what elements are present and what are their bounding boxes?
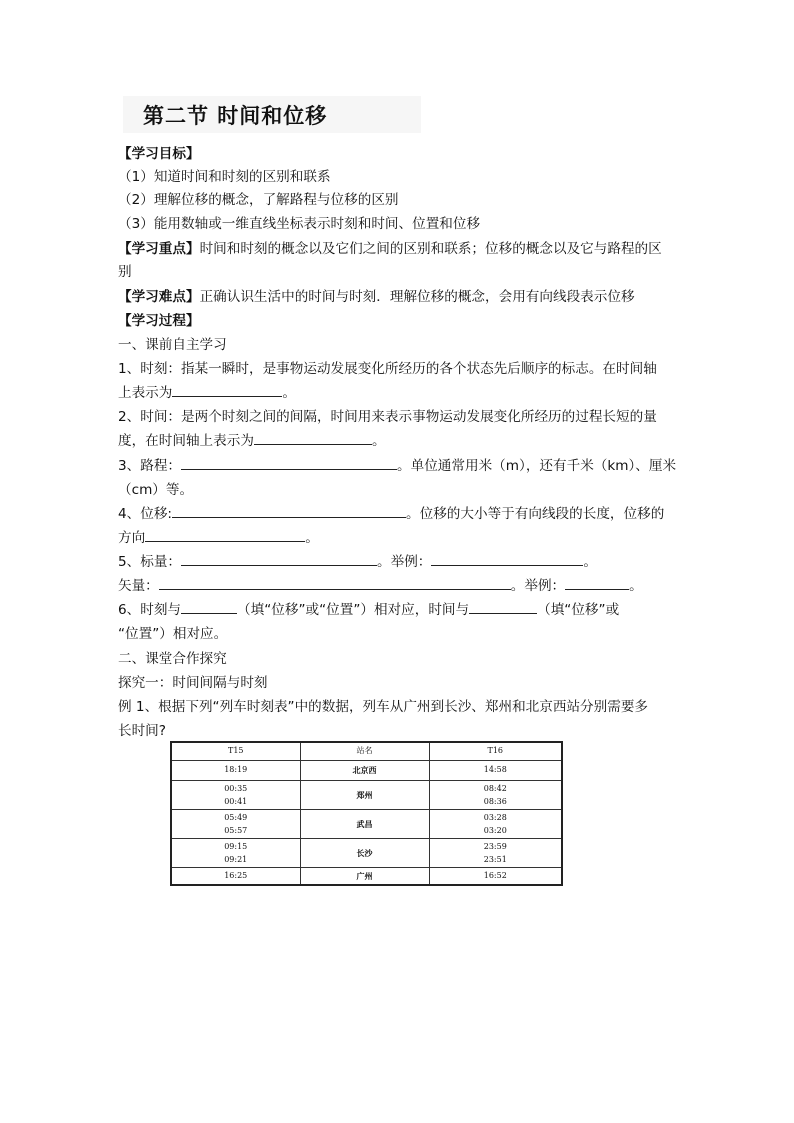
period: 。 [583,554,597,570]
answer-blank-6[interactable] [181,553,377,566]
difficulties-heading: 【学习难点】 [118,289,200,305]
question-1-label: 上表示为 [118,385,173,401]
t16-times [429,809,562,838]
t15-arrive: 05:49 [224,812,248,822]
answer-blank-3[interactable] [181,457,397,470]
t15-times [171,809,300,838]
t15-times [171,780,300,809]
question-6-line-2: “位置”）相对应。 [118,626,228,642]
t15-times [171,838,300,867]
answer-blank-11[interactable] [469,601,537,614]
question-4-label: 4、位移: [118,506,173,522]
t16-times [429,780,562,809]
timetable-header-row [171,742,562,760]
header-t15: T15 [171,742,300,760]
question-3-label: 3、路程： [118,458,182,474]
t15-time: 18:19 [171,760,300,780]
t16-time: 14:58 [429,760,562,780]
t16-arrive: 03:28 [483,812,507,822]
key-points-text-cont: 别 [118,264,132,280]
t16-depart: 03:20 [483,825,507,835]
process-heading: 【学习过程】 [118,313,200,329]
question-5-line-1 [118,553,597,571]
question-6-line-1 [118,601,619,619]
explore-1-title: 探究一：时间间隔与时刻 [118,675,268,691]
train-timetable [170,741,563,886]
t16-arrive: 23:59 [483,841,507,851]
vector-label: 矢量： [118,578,159,594]
header-station: 站名 [300,742,429,760]
question-3-line-2: （cm）等。 [118,482,194,498]
table-row [171,838,562,867]
t15-time: 16:25 [171,867,300,885]
question-3-text: 。单位通常用米（m），还有千米（km）、厘米 [397,458,677,474]
key-points-heading: 【学习重点】 [118,241,200,257]
table-row [171,809,562,838]
station-name: 北京西 [300,760,429,780]
objective-item-3: （3）能用数轴或一维直线坐标表示时刻和时间、位置和位移 [118,216,481,232]
answer-blank-7[interactable] [431,553,583,566]
question-5-line-2 [118,577,643,595]
question-2-line-1: 2、时间：是两个时刻之间的间隔，时间用来表示事物运动发展变化所经历的过程长短的量 [118,409,657,425]
station-name: 广州 [300,867,429,885]
answer-blank-4[interactable] [172,505,406,518]
difficulties-text: 正确认识生活中的时间与时刻．理解位移的概念，会用有向线段表示位移 [199,289,635,305]
header-t16: T16 [429,742,562,760]
t15-arrive: 09:15 [224,841,248,851]
period: 。 [305,530,319,546]
question-4-line-1 [118,505,664,523]
question-1-line-2 [118,384,296,402]
answer-blank-10[interactable] [181,601,237,614]
scalar-label: 5、标量： [118,554,182,570]
objectives-heading: 【学习目标】 [118,146,200,162]
question-3-line-1 [118,457,676,475]
period: 。 [282,385,296,401]
table-row [171,760,562,780]
example-1-line-1: 例 1、根据下列“列车时刻表”中的数据，列车从广州到长沙、郑州和北京西站分别需要多 [118,699,649,715]
example-1-line-2: 长时间? [118,723,166,739]
t15-depart: 09:21 [224,854,248,864]
question-4-line-2 [118,529,319,547]
answer-blank-2[interactable] [254,432,372,445]
scalar-example-label: 。举例： [377,554,432,570]
table-row [171,867,562,885]
question-6-label: 6、时刻与 [118,602,182,618]
question-6-text: （填“位移”或“位置”）相对应，时间与 [237,602,470,618]
difficulties-line [118,288,635,306]
question-2-line-2 [118,432,386,450]
answer-blank-9[interactable] [565,577,629,590]
section-2-title: 二、课堂合作探究 [118,651,227,667]
key-points-text: 时间和时刻的概念以及它们之间的区别和联系；位移的概念以及它与路程的区 [199,241,662,257]
question-4-text: 。位移的大小等于有向线段的长度，位移的 [406,506,665,522]
t16-depart: 23:51 [483,854,507,864]
t16-time: 16:52 [429,867,562,885]
t15-depart: 05:57 [224,825,248,835]
answer-blank-8[interactable] [159,577,511,590]
question-6-text-end: （填“位移”或 [537,602,620,618]
answer-blank-5[interactable] [145,529,305,542]
station-name: 武昌 [300,809,429,838]
period: 。 [371,433,386,449]
t15-arrive: 00:35 [224,783,248,793]
t16-times [429,838,562,867]
key-points-line [118,240,662,258]
t16-depart: 08:36 [483,796,507,806]
objective-item-2: （2）理解位移的概念，了解路程与位移的区别 [118,192,399,208]
page-title: 第二节 时间和位移 [143,103,328,128]
vector-example-label: 。举例： [510,578,566,594]
section-1-title: 一、课前自主学习 [118,337,227,353]
station-name: 郑州 [300,780,429,809]
question-1-line-1: 1、时刻：指某一瞬时，是事物运动发展变化所经历的各个状态先后顺序的标志。在时间轴 [118,361,657,377]
table-row [171,780,562,809]
question-2-label: 度，在时间轴上表示为 [118,433,254,449]
question-4-direction-label: 方向 [118,530,146,546]
station-name: 长沙 [300,838,429,867]
t16-arrive: 08:42 [483,783,507,793]
period: 。 [629,578,643,594]
t15-depart: 00:41 [224,796,248,806]
objective-item-1: （1）知道时间和时刻的区别和联系 [118,169,331,185]
answer-blank-1[interactable] [172,384,282,397]
